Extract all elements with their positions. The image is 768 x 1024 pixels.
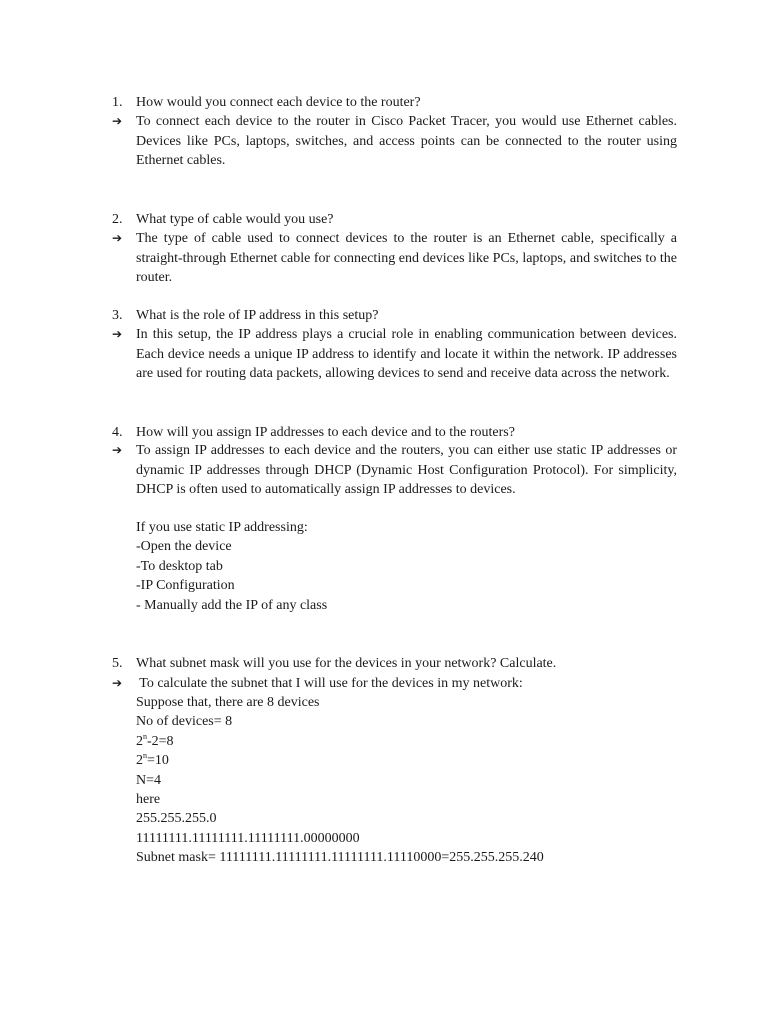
- question-number: 1.: [112, 95, 123, 110]
- question-2: [112, 210, 682, 230]
- answer-5: [112, 674, 677, 694]
- question-5: [112, 654, 682, 674]
- formula-rest: -2=8: [147, 733, 174, 749]
- answer-4: [112, 441, 677, 500]
- formula-base: 2: [136, 753, 143, 769]
- question-3: [112, 306, 682, 326]
- question-text: How would you connect each device to the router?: [136, 95, 421, 110]
- step-item: - Manually add the IP of any class: [136, 597, 328, 613]
- static-ip-steps: [136, 518, 327, 615]
- answer-text: To calculate the subnet that I will use for the devices in my network:: [136, 676, 523, 691]
- answer-text: To connect each device to the router in Cisco Packet Tracer, you would use Ethernet cables. Devices like PCs, laptops, switches, and access points can be connected to the router using Ethernet cables.: [136, 114, 677, 168]
- question-text: What is the role of IP address in this setup?: [136, 308, 379, 323]
- answer-text: To assign IP addresses to each device and the routers, you can either use static IP addresses or dynamic IP addresses through DHCP (Dynamic Host Configuration Protocol). For simplicity, DHCP is often used to automatically assign IP addresses to devices.: [136, 443, 677, 497]
- formula-rest: =10: [147, 753, 169, 769]
- calc-line: Suppose that, there are 8 devices: [136, 695, 320, 710]
- subnet-calculation: [136, 693, 544, 868]
- calc-line: here: [136, 791, 161, 807]
- formula-exponent: n: [143, 731, 147, 741]
- arrow-bullet-icon: ➔: [112, 231, 123, 245]
- formula-exponent: n: [143, 751, 147, 761]
- calc-line: No of devices= 8: [136, 714, 233, 730]
- step-item: -IP Configuration: [136, 578, 235, 594]
- calc-line-formula: [136, 732, 544, 751]
- arrow-bullet-icon: ➔: [112, 443, 123, 457]
- step-item: -To desktop tab: [136, 558, 223, 574]
- question-number: 4.: [112, 425, 123, 440]
- calc-line-formula: [136, 751, 544, 770]
- answer-3: [112, 325, 677, 384]
- question-number: 5.: [112, 656, 123, 671]
- question-number: 3.: [112, 308, 123, 323]
- arrow-bullet-icon: ➔: [112, 676, 123, 690]
- question-1: [112, 93, 682, 113]
- question-text: What subnet mask will you use for the devices in your network? Calculate.: [136, 656, 557, 671]
- formula-base: 2: [136, 733, 143, 749]
- arrow-bullet-icon: ➔: [112, 114, 123, 128]
- question-number: 2.: [112, 212, 123, 227]
- step-item: -Open the device: [136, 539, 232, 555]
- calc-line: N=4: [136, 772, 162, 788]
- question-4: [112, 423, 682, 443]
- arrow-bullet-icon: ➔: [112, 327, 123, 341]
- steps-intro: If you use static IP addressing:: [136, 520, 308, 535]
- answer-2: [112, 229, 677, 288]
- calc-line-result: Subnet mask= 11111111.11111111.11111111.11110000=255.255.255.240: [136, 850, 544, 866]
- calc-line: 255.255.255.0: [136, 811, 217, 827]
- answer-1: [112, 112, 677, 171]
- answer-text: In this setup, the IP address plays a crucial role in enabling communication between devices. Each device needs a unique IP address to identify and locate it within the network. IP addresses are used for routing data packets, allowing devices to send and receive data across the network.: [136, 327, 677, 381]
- question-text: What type of cable would you use?: [136, 212, 334, 227]
- question-text: How will you assign IP addresses to each device and to the routers?: [136, 425, 515, 440]
- answer-text: The type of cable used to connect devices to the router is an Ethernet cable, specifically a straight-through Ethernet cable for connecting end devices like PCs, laptops, and switches to the router.: [136, 231, 677, 285]
- calc-line: 11111111.11111111.11111111.00000000: [136, 830, 360, 846]
